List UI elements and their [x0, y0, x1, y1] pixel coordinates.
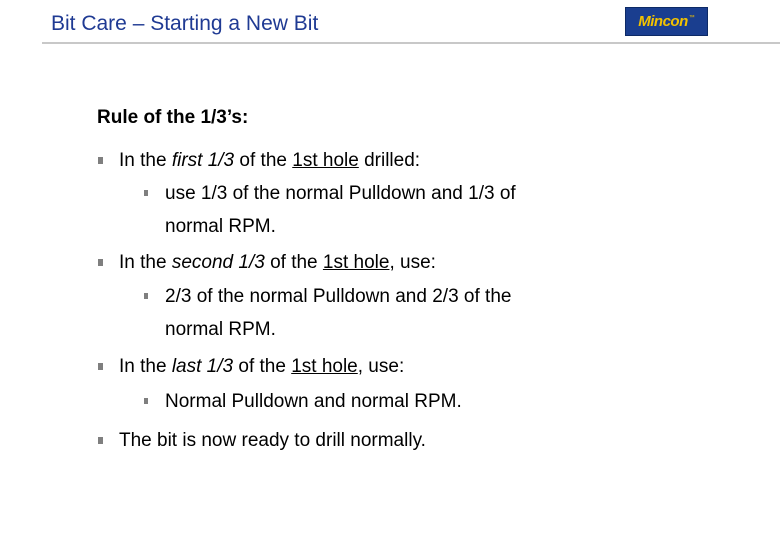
- sub-bullet-text: Normal Pulldown and normal RPM.: [165, 391, 462, 412]
- text-post: drilled:: [358, 150, 421, 171]
- logo-wordmark: Mincon: [638, 13, 688, 30]
- text-underlined: 1st hole: [322, 252, 390, 273]
- slide-title: Bit Care – Starting a New Bit: [51, 12, 319, 35]
- text-emphasis: second 1/3: [171, 252, 265, 273]
- rule-heading: Rule of the 1/3’s:: [97, 107, 249, 128]
- bullet-text: [119, 350, 404, 383]
- sub-line-2: normal RPM.: [165, 319, 276, 340]
- bullet-ready: [98, 424, 426, 457]
- bullet-first-third: [98, 144, 420, 177]
- logo-trademark: ™: [688, 15, 695, 21]
- sub-bullet-last-third: [144, 385, 462, 418]
- text-emphasis: last 1/3: [171, 356, 234, 377]
- text-mid: of the: [264, 252, 323, 273]
- bullet-last-third: [98, 350, 404, 383]
- text-mid: of the: [233, 356, 292, 377]
- bullet-text: [119, 144, 420, 177]
- text-post: , use:: [357, 356, 405, 377]
- sub-bullet-first-third: [144, 177, 516, 243]
- square-bullet-icon: [98, 259, 103, 266]
- square-bullet-icon: [144, 293, 148, 299]
- sub-bullet-second-third: [144, 280, 511, 346]
- bullet-text: The bit is now ready to drill normally.: [119, 430, 426, 451]
- text-mid: of the: [234, 150, 293, 171]
- text-pre: In the: [119, 252, 172, 273]
- bullet-second-third: [98, 246, 436, 279]
- square-bullet-icon: [144, 398, 148, 404]
- text-underlined: 1st hole: [291, 356, 358, 377]
- bullet-text: [119, 246, 436, 279]
- text-emphasis: first 1/3: [171, 150, 235, 171]
- square-bullet-icon: [98, 363, 103, 370]
- text-post: , use:: [389, 252, 436, 273]
- sub-line-2: normal RPM.: [165, 216, 276, 237]
- square-bullet-icon: [144, 190, 148, 196]
- text-pre: In the: [119, 150, 172, 171]
- sub-bullet-text: [165, 177, 516, 243]
- text-underlined: 1st hole: [292, 150, 359, 171]
- sub-line-1: use 1/3 of the normal Pulldown and 1/3 of: [165, 183, 516, 204]
- square-bullet-icon: [98, 437, 103, 444]
- text-pre: In the: [119, 356, 172, 377]
- sub-bullet-text: [165, 280, 511, 346]
- sub-line-1: 2/3 of the normal Pulldown and 2/3 of the: [165, 286, 512, 307]
- square-bullet-icon: [98, 157, 103, 164]
